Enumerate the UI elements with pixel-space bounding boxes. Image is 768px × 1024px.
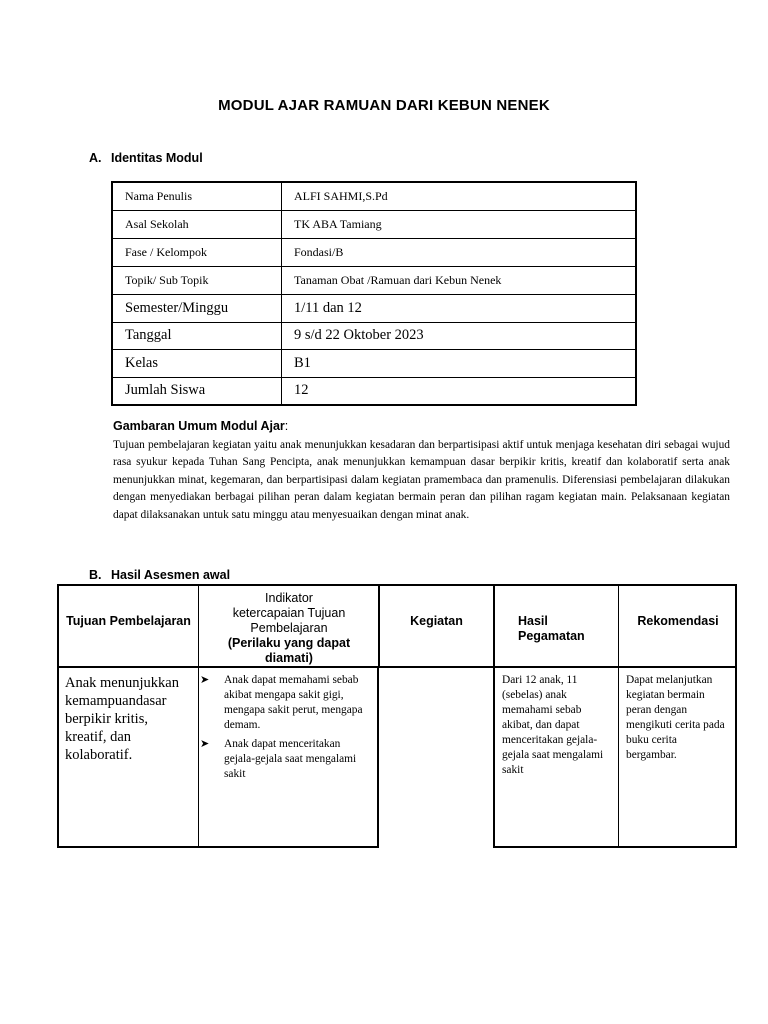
identity-value: TK ABA Tamiang (282, 211, 637, 239)
list-item (200, 737, 374, 782)
identity-row (112, 377, 636, 405)
header-hasil-line: Hasil (518, 614, 548, 628)
gambaran-paragraph: Tujuan pembelajaran kegiatan yaitu anak menunjukkan kesadaran dan berpartisipasi aktif untuk menjaga kesehatan diri sebagai wujud rasa syukur kepada Tuhan Sang Pencipta, anak menunjukkan kemampuan dasar berpikir kritis, kreatif dan kolaboratif serta anak menunjukkan minat, kegemaran, dan berpartisipasi dalam kegiatan pramembaca dan pramenulis. Diferensiasi pembelajaran dilakukan dengan menyediakan berbagai pilihan peran dalam kegiatan bermain peran dan pilihan ragam kegiatan main. Pelaksanaan kegiatan dapat dilaksanakan untuk satu minggu atau menyesuaikan dengan minat anak. (113, 439, 730, 521)
gambaran-title: Gambaran Umum Modul Ajar (113, 419, 285, 433)
identity-label: Tanggal (112, 322, 282, 350)
identity-row (112, 211, 636, 239)
header-kegiatan: Kegiatan (410, 614, 463, 628)
asesmen-table (57, 584, 737, 848)
identity-row (112, 182, 636, 211)
indikator-text: Anak dapat memahami sebab akibat mengapa sakit gigi, mengapa sakit perut, mengapa demam. (224, 674, 363, 731)
identity-table (111, 181, 637, 406)
identity-value: B1 (282, 350, 637, 378)
identity-row (112, 267, 636, 295)
identity-row (112, 295, 636, 323)
rekomendasi-cell: Dapat melanjutkan kegiatan bermain peran dengan mengikuti cerita pada buku cerita bergambar. (626, 674, 725, 761)
gambaran-heading (113, 419, 288, 433)
column-divider (493, 584, 495, 668)
header-indikator-line: ketercapaian Tujuan (232, 606, 346, 620)
identity-row (112, 239, 636, 267)
identity-label: Nama Penulis (112, 182, 282, 211)
tujuan-cell: Anak menunjukkan kemampuandasar berpikir kritis, kreatif, dan kolaboratif. (65, 675, 179, 763)
section-b-letter: B. (89, 568, 102, 582)
identity-label: Kelas (112, 350, 282, 378)
identity-row (112, 322, 636, 350)
identity-value: ALFI SAHMI,S.Pd (282, 182, 637, 211)
arrow-bullet-icon: ➤ (200, 738, 210, 750)
identity-label: Jumlah Siswa (112, 377, 282, 405)
header-hasil-line: Pegamatan (518, 629, 585, 643)
identity-label: Fase / Kelompok (112, 239, 282, 267)
identity-label: Asal Sekolah (112, 211, 282, 239)
header-indikator-line: (Perilaku yang dapat (227, 636, 351, 650)
identity-value: 9 s/d 22 Oktober 2023 (282, 322, 637, 350)
identity-value: 1/11 dan 12 (282, 295, 637, 323)
section-a-letter: A. (89, 151, 102, 165)
header-indikator-line: Indikator (265, 591, 313, 605)
header-hasil (518, 614, 618, 644)
identity-value: 12 (282, 377, 637, 405)
header-indikator-line: diamati) (265, 651, 313, 665)
section-b-heading (89, 568, 230, 582)
indikator-text: Anak dapat menceritakan gejala-gejala saat mengalami sakit (224, 738, 357, 780)
header-tujuan: Tujuan Pembelajaran (66, 614, 191, 628)
section-b-title: Hasil Asesmen awal (111, 568, 231, 582)
identity-label: Semester/Minggu (112, 295, 282, 323)
indikator-cell (200, 673, 374, 786)
column-divider (198, 584, 199, 848)
document-title: MODUL AJAR RAMUAN DARI KEBUN NENEK (218, 97, 550, 114)
gambaran-colon: : (284, 419, 289, 433)
hasil-cell: Dari 12 anak, 11 (sebelas) anak memahami sebab akibat, dan dapat menceritakan gejala-gejala saat mengalami sakit (502, 674, 604, 776)
list-item (200, 673, 374, 733)
arrow-bullet-icon: ➤ (200, 674, 210, 686)
section-a-heading (89, 151, 203, 165)
identity-value: Fondasi/B (282, 239, 637, 267)
section-a-title: Identitas Modul (111, 151, 203, 165)
identity-value: Tanaman Obat /Ramuan dari Kebun Nenek (282, 267, 637, 295)
identity-row (112, 350, 636, 378)
header-rekomendasi: Rekomendasi (637, 614, 719, 628)
header-indikator-line: Pembelajaran (250, 621, 328, 635)
identity-label: Topik/ Sub Topik (112, 267, 282, 295)
header-indikator (200, 591, 378, 666)
